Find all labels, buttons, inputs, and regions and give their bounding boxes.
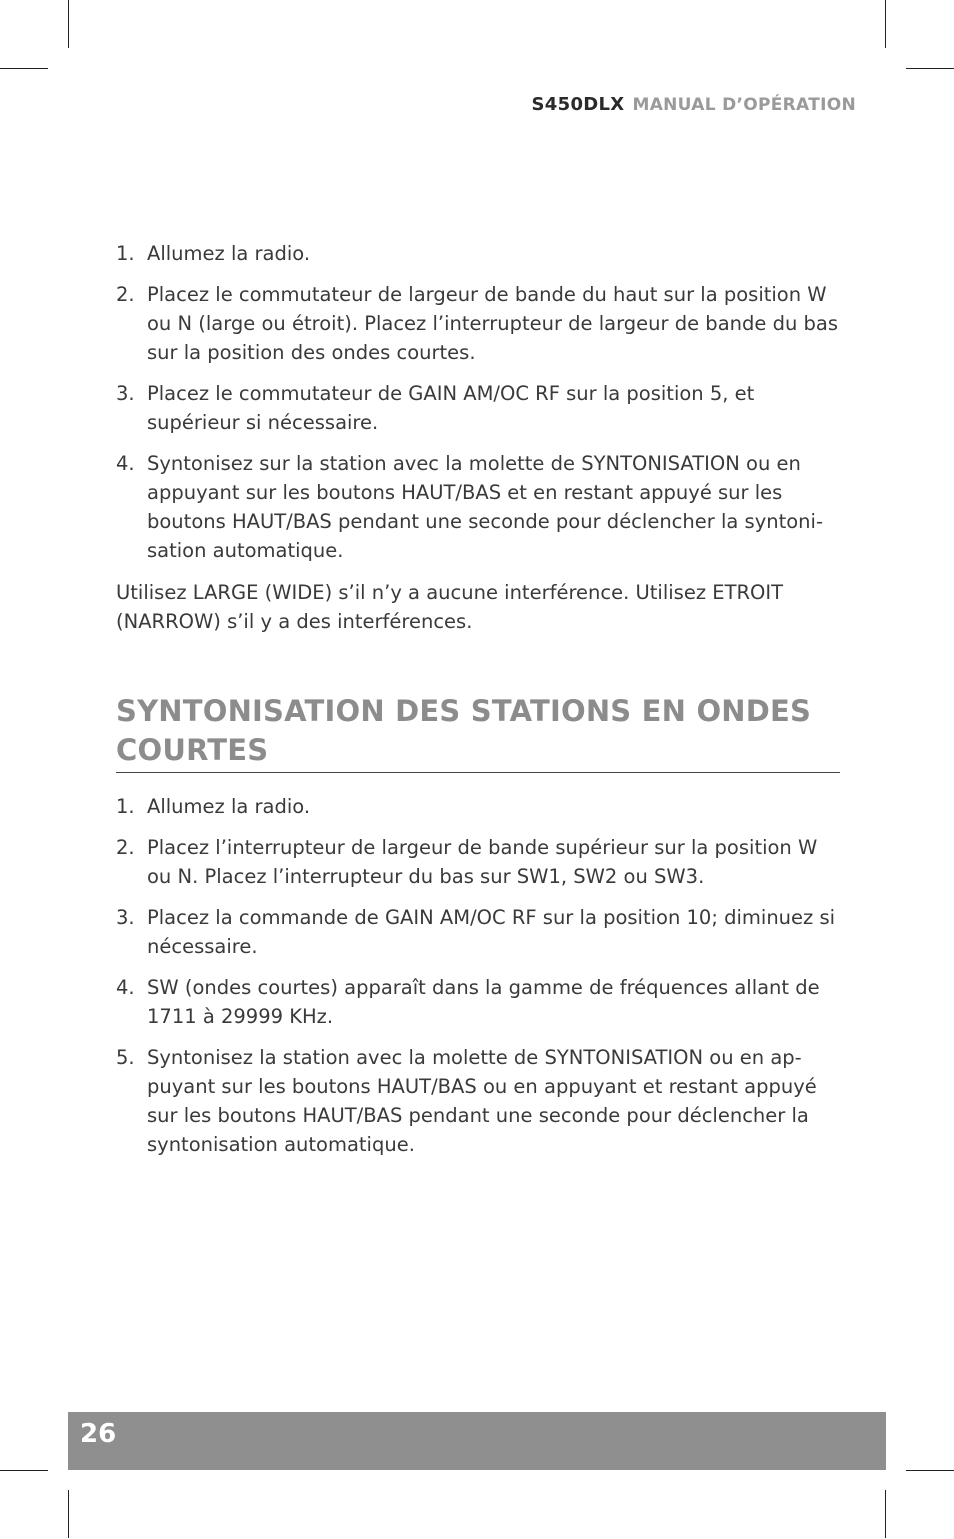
crop-mark xyxy=(885,1490,886,1538)
list-item-number: 1. xyxy=(116,795,135,818)
list-item-number: 1. xyxy=(116,242,135,265)
list-item xyxy=(116,833,840,891)
list-item xyxy=(116,280,840,367)
crop-mark xyxy=(68,0,69,48)
list-item-text: Allumez la radio. xyxy=(147,242,311,265)
list-item xyxy=(116,903,840,961)
list-item-number: 4. xyxy=(116,976,135,999)
note-paragraph: Utilisez LARGE (WIDE) s’il n’y a aucune interférence. Utilisez ETROIT (NARROW) s’il y a des interférences. xyxy=(116,581,784,633)
list-item xyxy=(116,379,840,437)
list-item-number: 3. xyxy=(116,382,135,405)
list-item-text: Allumez la radio. xyxy=(147,795,311,818)
instruction-list-2 xyxy=(116,792,840,1171)
list-item xyxy=(116,973,840,1031)
crop-mark xyxy=(0,1470,48,1471)
section-divider xyxy=(116,772,840,773)
list-item-number: 3. xyxy=(116,906,135,929)
crop-mark xyxy=(68,1490,69,1538)
list-item-text: Placez le commutateur de GAIN AM/OC RF sur la position 5, et supérieur si nécessaire. xyxy=(147,382,755,434)
list-item xyxy=(116,449,840,565)
list-item-text: Placez le commutateur de largeur de bande du haut sur la position W ou N (large ou étroit). Placez l’interrupteur de largeur de bande du bas sur la position des ondes courtes. xyxy=(147,283,838,364)
list-item-number: 5. xyxy=(116,1046,135,1069)
list-item-text: SW (ondes courtes) apparaît dans la gamme de fréquences allant de 1711 à 29999 KHz. xyxy=(147,976,820,1028)
footer-bar xyxy=(68,1412,886,1470)
list-item xyxy=(116,1043,840,1159)
list-item-number: 2. xyxy=(116,283,135,306)
instruction-list-1 xyxy=(116,239,840,577)
list-item-number: 2. xyxy=(116,836,135,859)
list-item-number: 4. xyxy=(116,452,135,475)
header-manual-title: MANUAL D’OPÉRATION xyxy=(632,95,856,115)
list-item xyxy=(116,239,840,268)
list-item-text: Placez la commande de GAIN AM/OC RF sur la position 10; diminuez si nécessaire. xyxy=(147,906,836,958)
section-title: SYNTONISATION DES STATIONS EN ONDES COURTES xyxy=(116,694,812,767)
crop-mark xyxy=(0,68,48,69)
list-item-text: Placez l’interrupteur de largeur de bande supérieur sur la position W ou N. Placez l’interrupteur du bas sur SW1, SW2 ou SW3. xyxy=(147,836,818,888)
page-number: 26 xyxy=(80,1419,117,1449)
list-item-text: Syntonisez sur la station avec la molette de SYNTONISATION ou en appuyant sur les boutons HAUT/BAS et en restant appuyé sur les boutons HAUT/BAS pendant une seconde pour déclencher la syntonisation automatique. xyxy=(147,452,823,562)
running-header xyxy=(532,94,856,115)
list-item-text: Syntonisez la station avec la molette de SYNTONISATION ou en appuyant sur les boutons HAUT/BAS ou en appuyant et restant appuyé sur les boutons HAUT/BAS pendant une seconde pour déclencher la syntonisation automatique. xyxy=(147,1046,817,1156)
header-model: S450DLX xyxy=(531,94,625,115)
crop-mark xyxy=(906,1470,954,1471)
list-item xyxy=(116,792,840,821)
crop-mark xyxy=(885,0,886,48)
crop-mark xyxy=(906,68,954,69)
